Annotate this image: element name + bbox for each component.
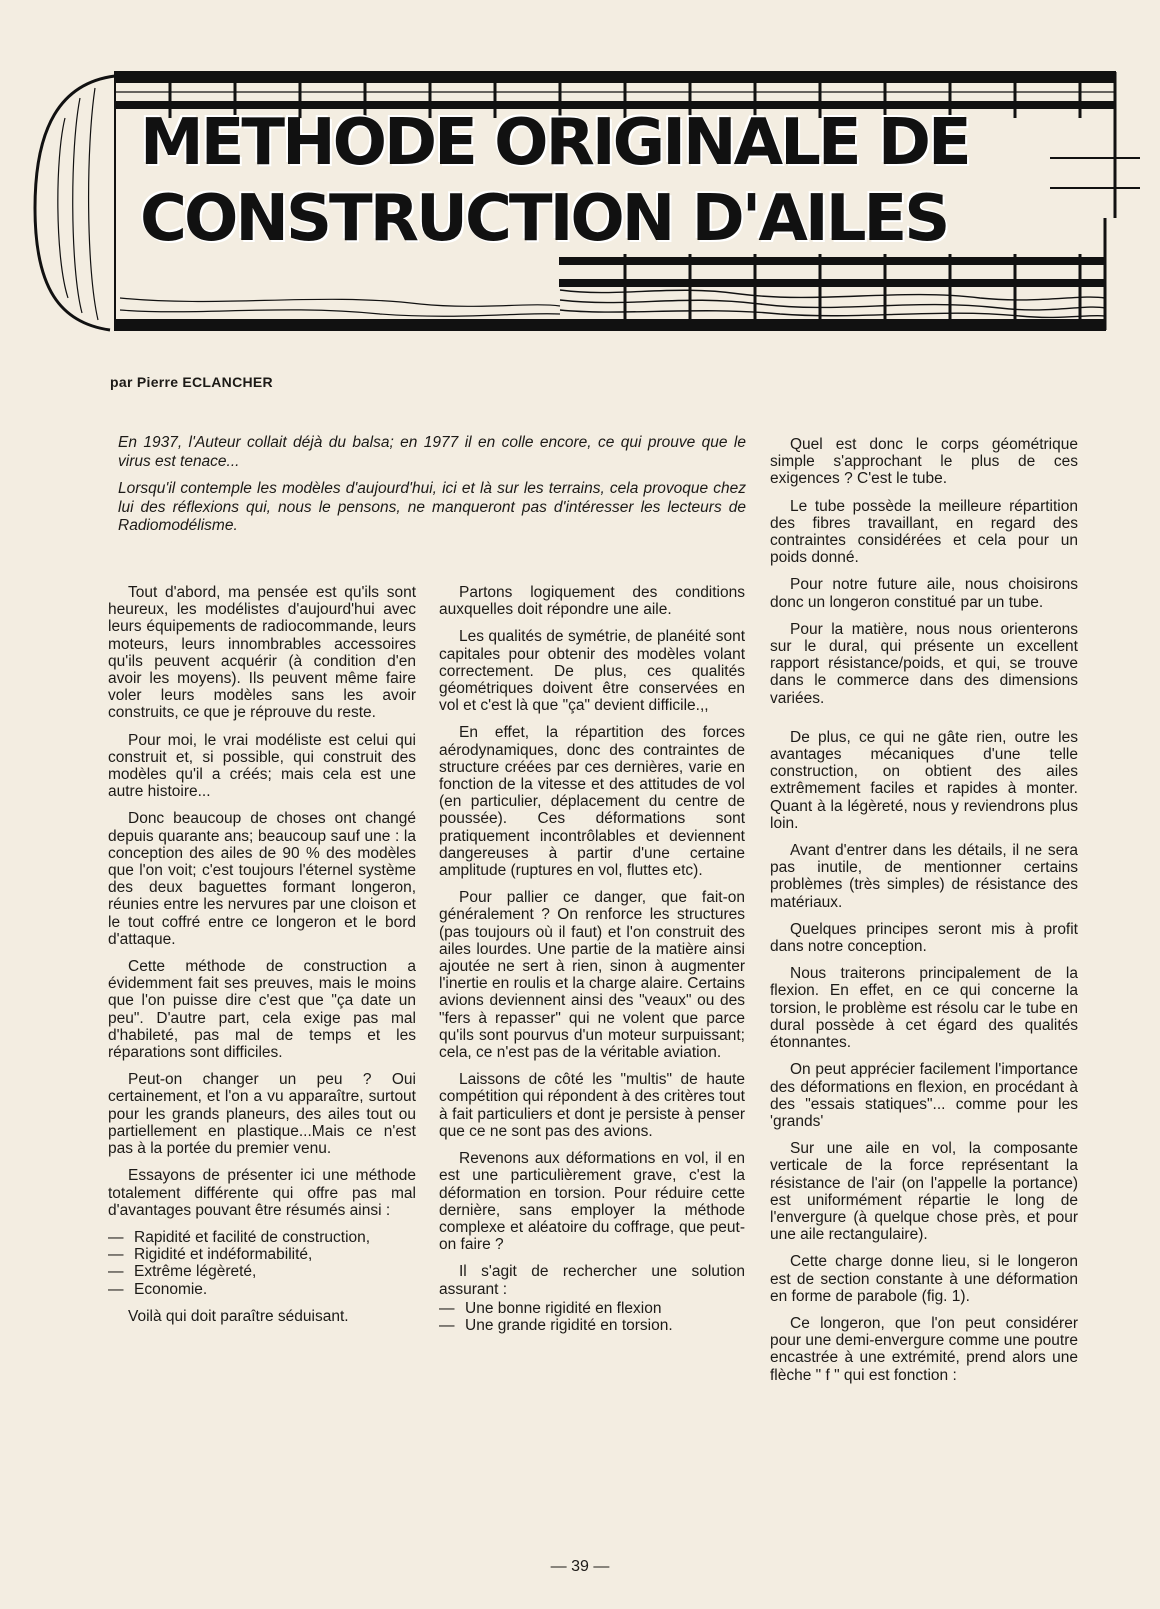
article-title — [140, 105, 1090, 257]
paragraph: Les qualités de symétrie, de planéité sont capitales pour obtenir des modèles volant correctement. De plus, ces qualités géométriques doivent être conservées en vol et c'est là que "ça" devient difficile.,, — [439, 628, 745, 715]
list-item: — Economie. — [108, 1281, 416, 1298]
byline-prefix: par Pierre — [110, 374, 179, 390]
paragraph: Avant d'entrer dans les détails, il ne sera pas inutile, de mentionner certains problèmes (très simples) de résistance des matériaux. — [770, 842, 1078, 911]
paragraph: Il s'agit de rechercher une solution assurant : — [439, 1263, 745, 1298]
requirements-list — [439, 1300, 745, 1334]
page-number: — 39 — — [550, 1558, 610, 1575]
list-item: — Rapidité et facilité de construction, — [108, 1229, 416, 1246]
paragraph: On peut apprécier facilement l'importance des déformations en flexion, en procédant à des "essais statiques"... comme pour les 'grands' — [770, 1061, 1078, 1130]
paragraph: Pour pallier ce danger, que fait-on généralement ? On renforce les structures (pas toujours où il faut) et l'on construit des ailes lourdes. Une partie de la matière ainsi ajoutée ne sert à rien, sinon à augmenter l'inertie en roulis et la charge alaire. Certains avions deviennent ainsi des "veaux" ou des "fers à repasser" qui ne volent que parce qu'ils sont pourvus d'un moteur surpuissant; cela, ce n'est pas de la véritable aviation. — [439, 889, 745, 1062]
paragraph: Pour notre future aile, nous choisirons donc un longeron constitué par un tube. — [770, 576, 1078, 611]
column-1 — [108, 584, 416, 1335]
paragraph: Laissons de côté les "multis" de haute compétition qui répondent à des critères tout à fait particuliers et dont je persiste à penser que ce ne sont pas des avions. — [439, 1071, 745, 1140]
column-3 — [770, 436, 1078, 1394]
list-item: — Rigidité et indéformabilité, — [108, 1246, 416, 1263]
paragraph: Quel est donc le corps géométrique simple s'approchant le plus de ces exigences ? C'est le tube. — [770, 436, 1078, 488]
list-item: — Une grande rigidité en torsion. — [439, 1317, 745, 1334]
paragraph: Ce longeron, que l'on peut considérer pour une demi-envergure comme une poutre encastrée à une extrémité, prend alors une flèche " f " qui est fonction : — [770, 1314, 1078, 1384]
paragraph: Pour moi, le vrai modéliste est celui qui construit et, si possible, qui construit des modèles qu'il a créés; mais cela est une autre histoire... — [108, 731, 416, 801]
paragraph: Nous traiterons principalement de la flexion. En effet, en ce qui concerne la torsion, le problème est résolu car le tube en dural possède à cet égard des qualités étonnantes. — [770, 965, 1078, 1052]
intro-paragraph: Lorsqu'il contemple les modèles d'aujourd'hui, ici et là sur les terrains, cela provoque chez lui des réflexions qui, nous le pensons, ne manqueront pas d'intéresser les lecteurs de Radiomodélisme. — [118, 480, 746, 534]
byline-author: ECLANCHER — [182, 374, 273, 390]
paragraph: Pour la matière, nous nous orienterons sur le dural, qui présente un excellent rapport résistance/poids, et qui, se trouve dans le commerce dans des dimensions variées. — [770, 620, 1078, 707]
paragraph: Cette charge donne lieu, si le longeron est de section constante à une déformation en forme de parabole (fig. 1). — [770, 1253, 1078, 1305]
paragraph: Le tube possède la meilleure répartition des fibres travaillant, en regard des contraintes considérées et cela pour un poids donné. — [770, 497, 1078, 567]
paragraph: Essayons de présenter ici une méthode totalement différente qui offre pas mal d'avantages pouvant être résumés ainsi : — [108, 1167, 416, 1219]
paragraph: Partons logiquement des conditions auxquelles doit répondre une aile. — [439, 584, 745, 619]
advantages-list — [108, 1229, 416, 1298]
list-item: — Extrême légèreté, — [108, 1263, 416, 1280]
column-2 — [439, 584, 745, 1344]
paragraph: En effet, la répartition des forces aérodynamiques, donc des contraintes de structure créées par ces dernières, varie en fonction de la vitesse et des attitudes de vol (en particulier, déplacement du centre de poussée). Ces déformations sont pratiquement incontrôlables et deviennent dangereuses à partir d'une certaine amplitude (ruptures en vol, fluttes etc). — [439, 724, 745, 880]
paragraph: Donc beaucoup de choses ont changé depuis quarante ans; beaucoup sauf une : la conception des ailes de 90 % des modèles que l'on voit; c'est toujours l'éternel système des deux baguettes formant longeron, réunies entre les nervures par une cloison et le tout coffré entre ce longeron et le bord d'attaque. — [108, 810, 416, 948]
title-line-1: METHODE ORIGINALE DE — [140, 106, 969, 180]
paragraph: Revenons aux déformations en vol, il en est une particulièrement grave, c'est la déformation en torsion. Pour réduire cette dernière, sans employer la méthode complexe et aléatoire du coffrage, que peut-on faire ? — [439, 1150, 745, 1254]
paragraph: Tout d'abord, ma pensée est qu'ils sont heureux, les modélistes d'aujourd'hui avec leurs équipements de radiocommande, leurs moteurs, leurs innombrables accessoires qu'ils peuvent acquérir (à condition d'en avoir les moyens). Ils peuvent même faire voler leurs modèles sans les avoir construits, ce que je réprouve du reste. — [108, 584, 416, 722]
paragraph: De plus, ce qui ne gâte rien, outre les avantages mécaniques d'une telle construction, on obtient des ailes extrêmement faciles et rapides à monter. Quant à la légèreté, nous y reviendrons plus loin. — [770, 728, 1078, 832]
intro-lead — [118, 434, 746, 545]
intro-paragraph: En 1937, l'Auteur collait déjà du balsa; en 1977 il en colle encore, ce qui prouve que le virus est tenace... — [118, 434, 746, 470]
paragraph: Quelques principes seront mis à profit dans notre conception. — [770, 920, 1078, 956]
paragraph: Peut-on changer un peu ? Oui certainement, et l'on a vu apparaître, surtout pour les grands planeurs, des ailes tout ou partiellement en plastique...Mais ce n'est pas à la portée du premier venu. — [108, 1071, 416, 1158]
paragraph: Cette méthode de construction a évidemment fait ses preuves, mais le moins que l'on puisse dire c'est que "ça date un peu". D'autre part, cela exige pas mal d'habileté, pas mal de temps et les réparations sont difficiles. — [108, 958, 416, 1062]
title-line-2: CONSTRUCTION D'AILES — [140, 182, 948, 256]
paragraph: Voilà qui doit paraître séduisant. — [128, 1307, 349, 1325]
byline — [110, 374, 273, 390]
paragraph: Sur une aile en vol, la composante verticale de la force représentant la résistance de l'air (on l'appelle la portance) est uniformément répartie le long de l'envergure (à quelque chose près, et pour une aile rectangulaire). — [770, 1140, 1078, 1244]
list-item: — Une bonne rigidité en flexion — [439, 1300, 745, 1317]
